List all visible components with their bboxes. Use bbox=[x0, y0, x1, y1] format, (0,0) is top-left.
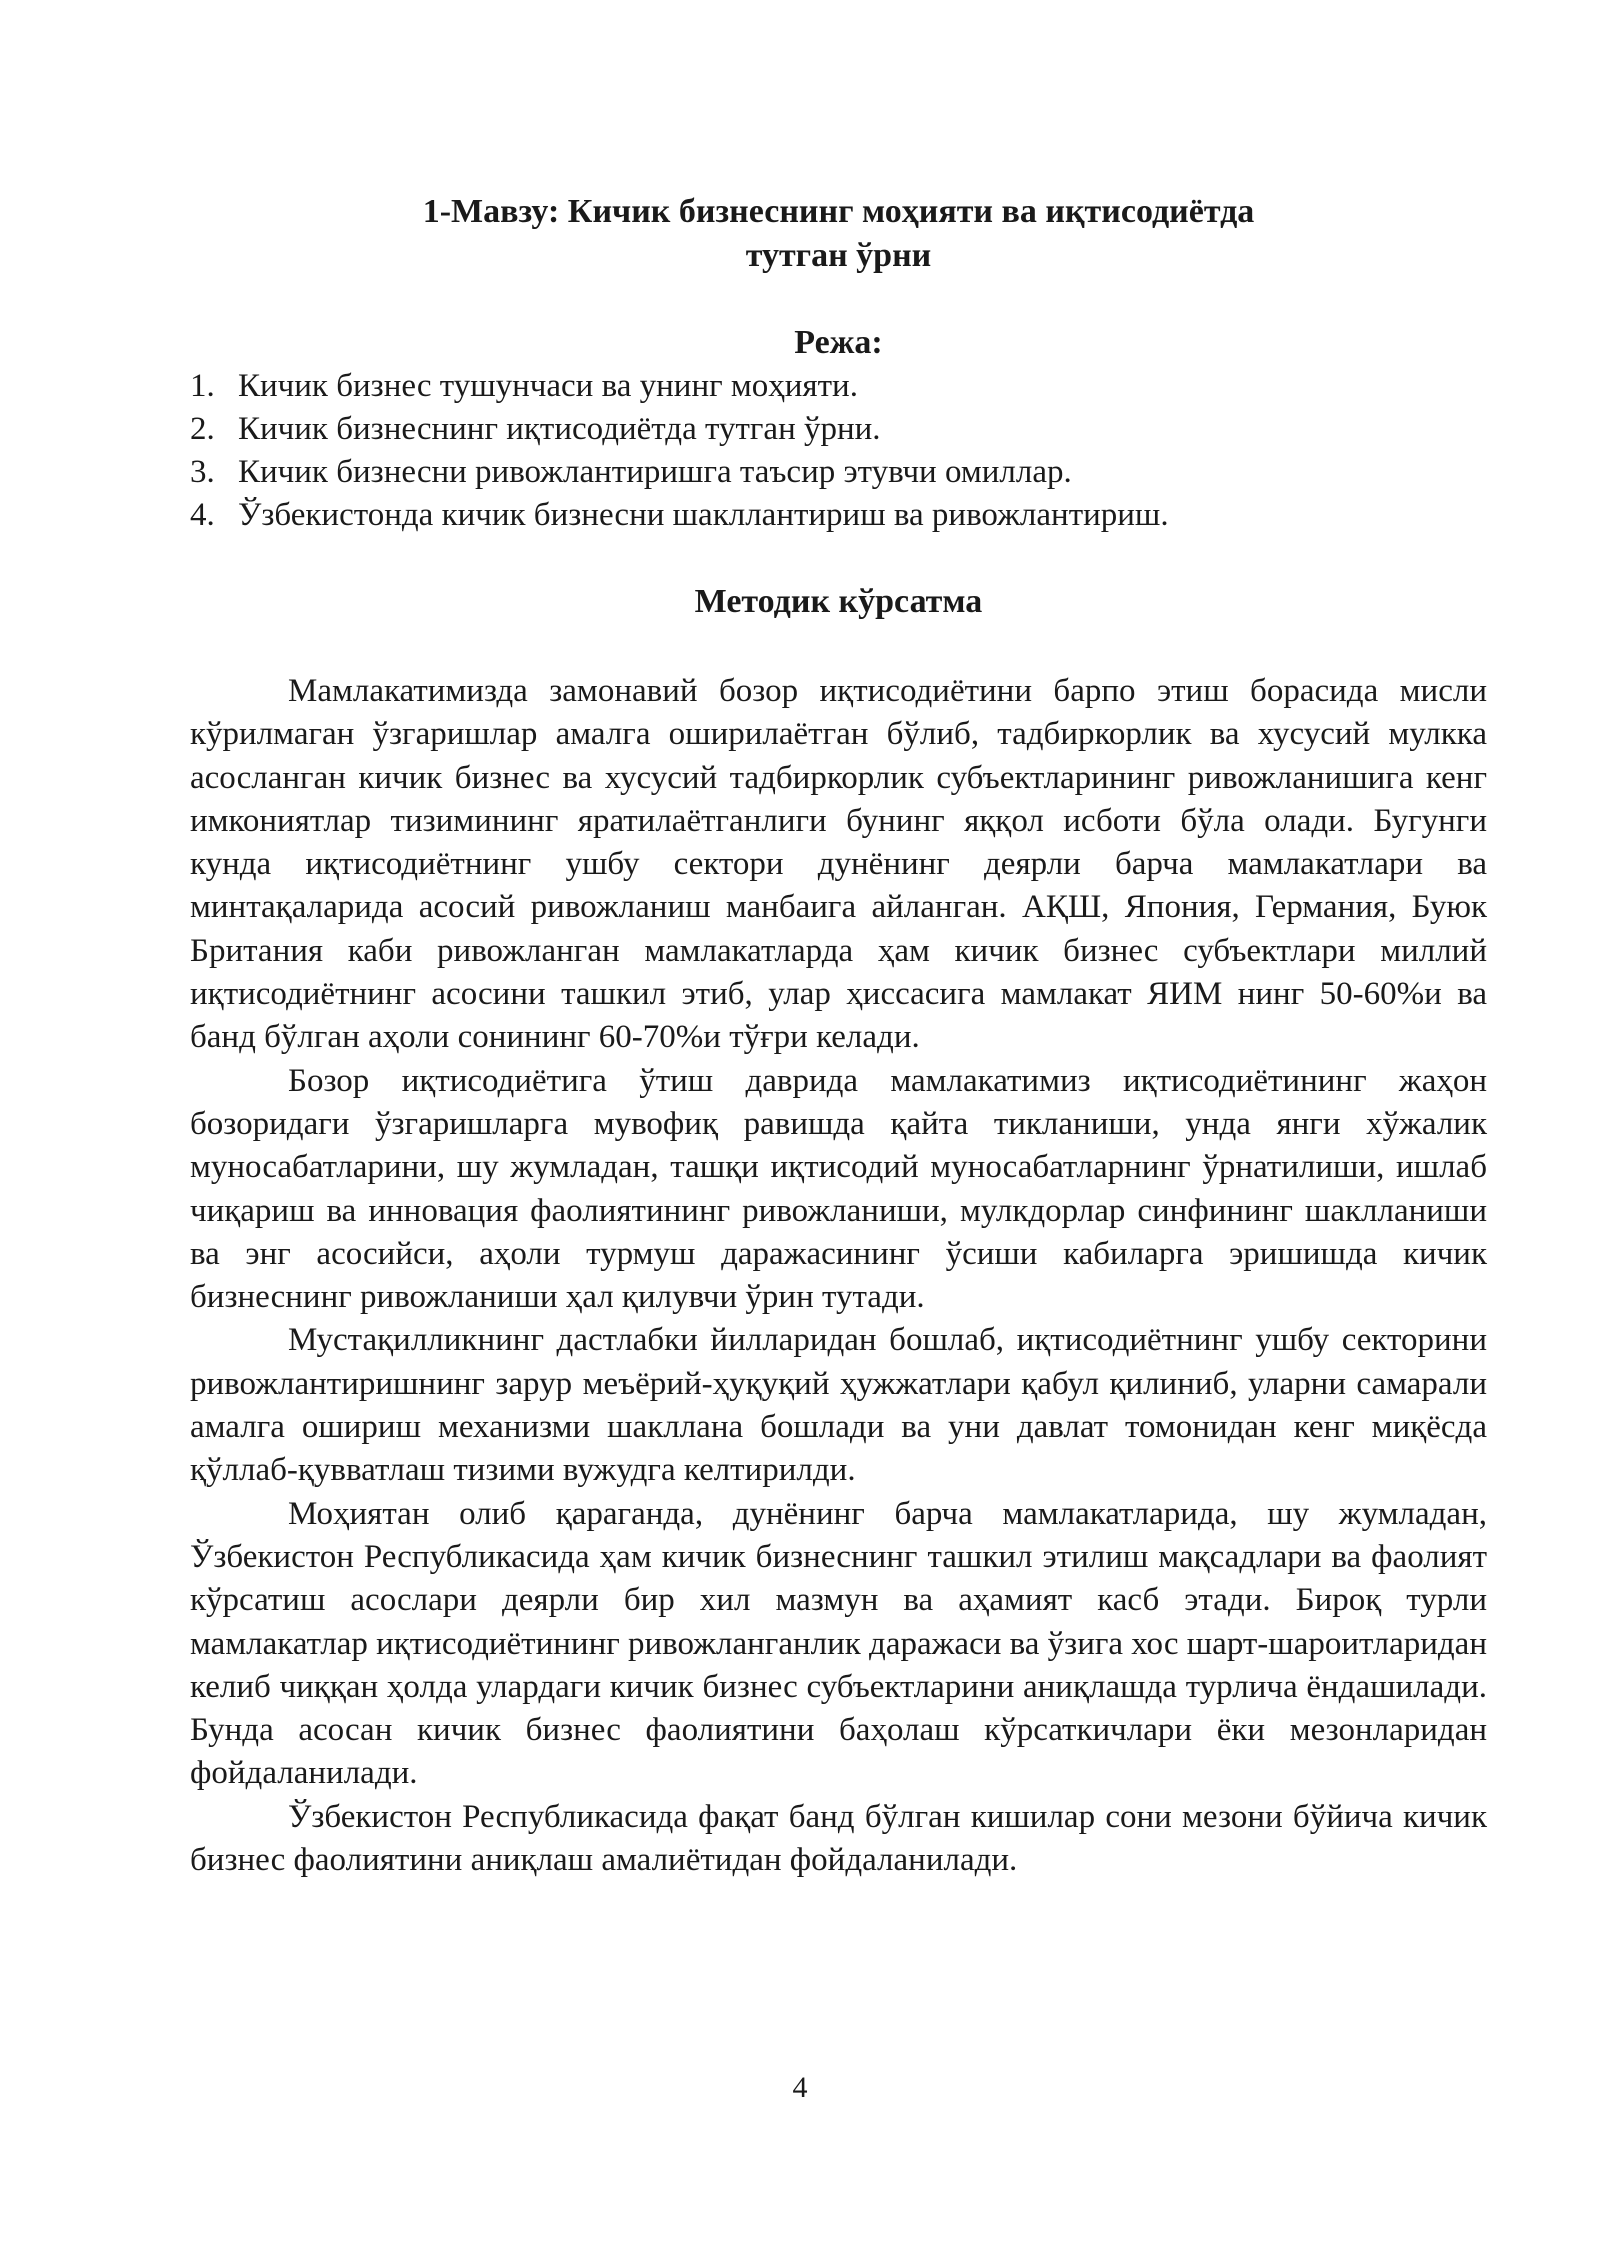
page-number: 4 bbox=[792, 2071, 808, 2104]
plan-item-text: Кичик бизнеснинг иқтисодиётда тутган ўрни. bbox=[238, 411, 881, 447]
plan-item-number: 3. bbox=[190, 454, 215, 490]
plan-item-text: Кичик бизнес тушунчаси ва унинг моҳияти. bbox=[238, 368, 858, 404]
title-line-2: тутган ўрни bbox=[745, 237, 932, 274]
paragraph: Мустақилликнинг дастлабки йилларидан бошлаб, иқтисодиётнинг ушбу секторини ривожлантиришнинг зарур меъёрий-ҳуқуқий ҳужжатлари қабул қилиниб, уларни самарали амалга ошириш механизми шакллана бошлади ва уни давлат томонидан кенг миқёсда қўллаб-қувватлаш тизими вужудга келтирилди. bbox=[190, 1322, 1487, 1489]
page-title bbox=[190, 190, 1487, 278]
plan-item bbox=[190, 408, 1490, 451]
plan-list bbox=[190, 365, 1490, 537]
body-text bbox=[190, 670, 1487, 1882]
title-line-1: 1-Мавзу: Кичик бизнеснинг моҳияти ва иқтисодиётда bbox=[422, 193, 1255, 230]
plan-item-number: 4. bbox=[190, 497, 215, 533]
paragraph: Ўзбекистон Республикасида фақат банд бўлган кишилар сони мезони бўйича кичик бизнес фаолиятини аниқлаш амалиётидан фойдаланилади. bbox=[190, 1798, 1487, 1879]
plan-item-number: 1. bbox=[190, 368, 215, 404]
paragraph: Моҳиятан олиб қараганда, дунёнинг барча мамлакатларида, шу жумладан, Ўзбекистон Республикасида ҳам кичик бизнеснинг ташкил этилиш мақсадлари ва фаолият кўрсатиш асослари деярли бир хил мазмун ва аҳамият касб этади. Бироқ турли мамлакатлар иқтисодиётининг ривожланганлик даражаси ва ўзига хос шарт-шароитларидан келиб чиққан ҳолда улардаги кичик бизнес субъектларини аниқлашда турлича ёндашилади. Бунда асосан кичик бизнес фаолиятини баҳолаш кўрсаткичлари ёки мезонларидан фойдаланилади. bbox=[190, 1495, 1487, 1792]
plan-item-text: Кичик бизнесни ривожлантиришга таъсир этувчи омиллар. bbox=[238, 454, 1072, 490]
plan-item-number: 2. bbox=[190, 411, 215, 447]
paragraph: Мамлакатимизда замонавий бозор иқтисодиётини барпо этиш борасида мисли кўрилмаган ўзгаришлар амалга оширилаётган бўлиб, тадбиркорлик ва хусусий мулкка асосланган кичик бизнес ва хусусий тадбиркорлик субъектларининг ривожланишига кенг имкониятлар тизимининг яратилаётганлиги бунинг яққол исботи бўла олади. Бугунги кунда иқтисодиётнинг ушбу сектори дунёнинг деярли барча мамлакатлари ва минтақаларида асосий ривожланиш манбаига айланган. АҚШ, Япония, Германия, Буюк Британия каби ривожланган мамлакатларда ҳам кичик бизнес субъектлари миллий иқтисодиётнинг асосини ташкил этиб, улар ҳиссасига мамлакат ЯИМ нинг 50-60%и ва банд бўлган аҳоли сонининг 60-70%и тўғри келади. bbox=[190, 673, 1487, 1056]
plan-item-text: Ўзбекистонда кичик бизнесни шакллантириш ва ривожлантириш. bbox=[238, 497, 1169, 533]
method-heading: Методик кўрсатма bbox=[694, 583, 983, 620]
plan-item bbox=[190, 494, 1490, 537]
paragraph: Бозор иқтисодиётига ўтиш даврида мамлакатимиз иқтисодиётининг жаҳон бозоридаги ўзгаришларга мувофиқ равишда қайта тикланиши, унда янги хўжалик муносабатларини, шу жумладан, ташқи иқтисодий муносабатларнинг ўрнатилиши, ишлаб чиқариш ва инновация фаолиятининг ривожланиши, мулкдорлар синфининг шаклланиши ва энг асосийси, аҳоли турмуш даражасининг ўсиши кабиларга эришишда кичик бизнеснинг ривожланиши ҳал қилувчи ўрин тутади. bbox=[190, 1062, 1487, 1316]
plan-heading: Режа: bbox=[794, 324, 883, 361]
plan-item bbox=[190, 451, 1490, 494]
plan-item bbox=[190, 365, 1490, 408]
